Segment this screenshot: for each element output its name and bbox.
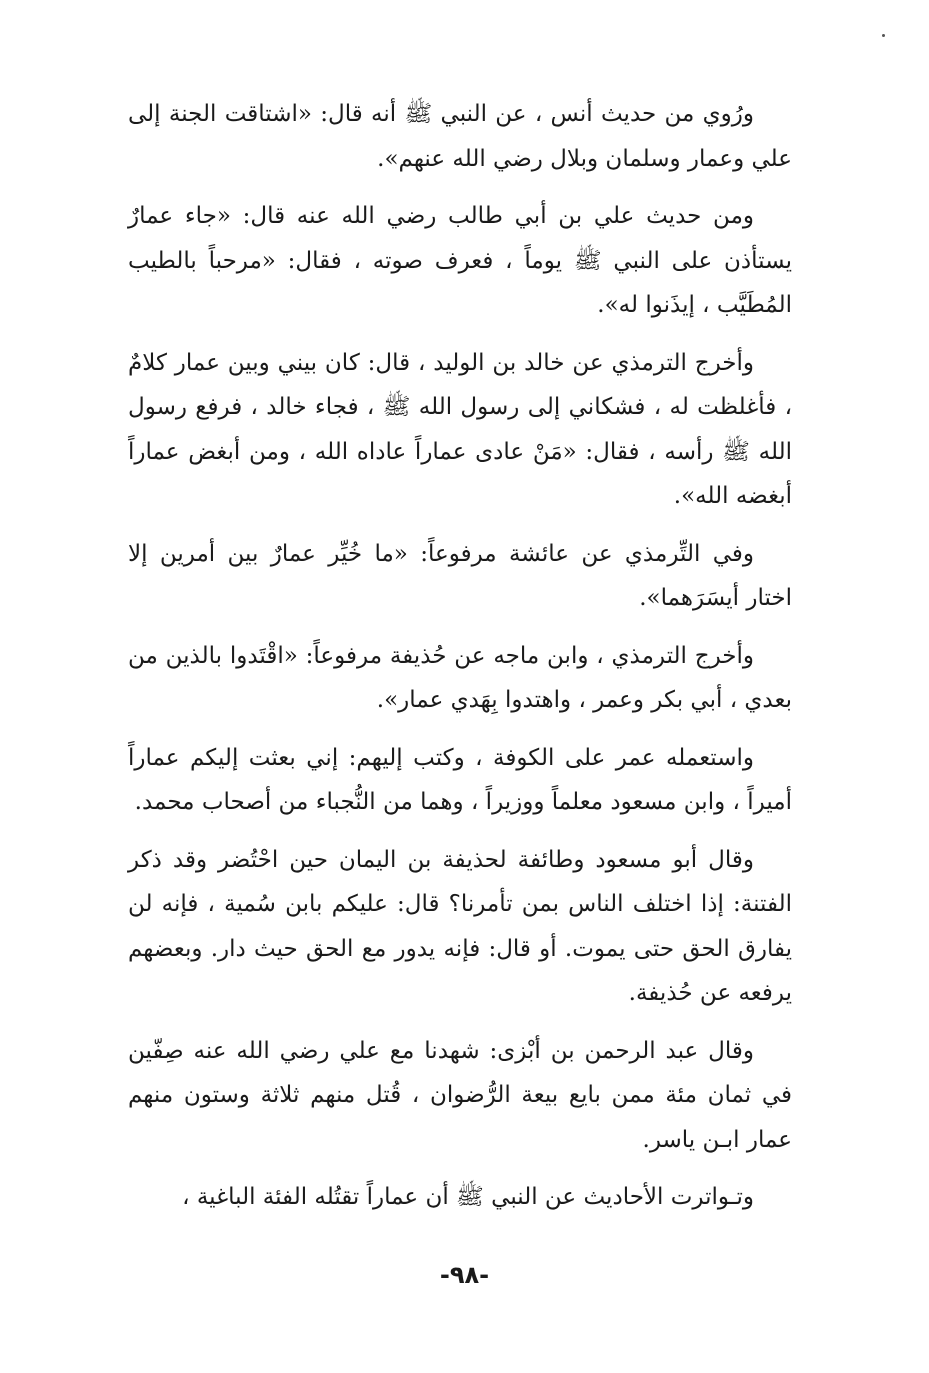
paragraph: وقال عبد الرحمن بن أبْزى: شهدنا مع علي رضي الله عنه صِفّين في ثمان مئة ممن بايع بيعة الرُّضوان ، قُتل منهم ثلاثة وستون منهم عمار ابـن ياسر. [128, 1037, 792, 1153]
paragraph: وفي التِّرمذي عن عائشة مرفوعاً: «ما خُيِّر عمارٌ بين أمرين إلا اختار أيسَرَهما». [128, 540, 792, 611]
paragraph: وأخرج الترمذي عن خالد بن الوليد ، قال: كان بيني وبين عمار كلامٌ ، فأغلظت له ، فشكاني إلى رسول الله ﷺ ، فجاء خالد ، فرفع رسول الله ﷺ رأسه ، فقال: «مَنْ عادى عماراً عاداه الله ، ومن أبغض عماراً أبغضه الله». [128, 349, 792, 509]
paragraph: ورُوي من حديث أنس ، عن النبي ﷺ أنه قال: «اشتاقت الجنة إلى علي وعمار وسلمان وبلال رضي الله عنهم». [128, 101, 792, 172]
paragraph: وتـواترت الأحاديث عن النبي ﷺ أن عماراً تقتُله الفئة الباغية ، [182, 1184, 754, 1210]
paragraph: واستعمله عمر على الكوفة ، وكتب إليهم: إني بعثت إليكم عماراً أميراً ، وابن مسعود معلماً ووزيراً ، وهما من النُّجباء من أصحاب محمد. [128, 744, 792, 815]
paragraph: وقال أبو مسعود وطائفة لحذيفة بن اليمان حين احْتُضر وقد ذكر الفتنة: إذا اختلف الناس بمن تأمرنا؟ قال: عليكم بابن سُمية ، فإنه لن يفارق الحق حتى يموت. أو قال: فإنه يدور مع الحق حيث دار. وبعضهم يرفعه عن حُذيفة. [128, 846, 792, 1006]
scan-speck [882, 34, 885, 37]
page-number: -٩٨- [439, 1261, 490, 1289]
paragraph: وأخرج الترمذي ، وابن ماجه عن حُذيفة مرفوعاً: «اقْتَدوا بالذين من بعدي ، أبي بكر وعمر ، واهتدوا بِهَدي عمار». [128, 642, 792, 713]
paragraph: ومن حديث علي بن أبي طالب رضي الله عنه قال: «جاء عمارٌ يستأذن على النبي ﷺ يوماً ، فعرف صوته ، فقال: «مرحباً بالطيب المُطَيَّب ، إيذَنوا له». [128, 203, 792, 318]
body-text [128, 92, 792, 1233]
